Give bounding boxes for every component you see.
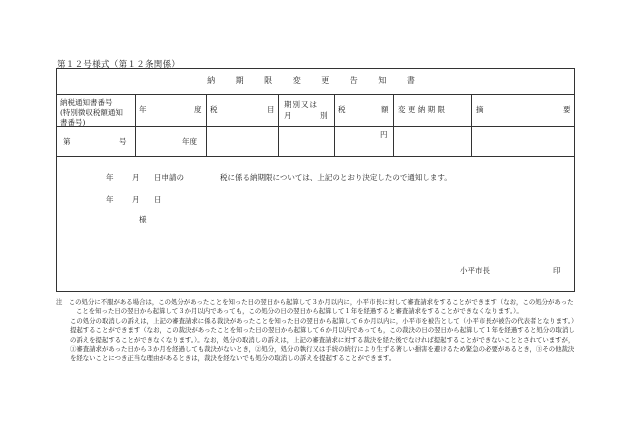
header-amount-prefix: 税 bbox=[338, 105, 346, 114]
addressee-honorific: 様 bbox=[139, 215, 147, 224]
row-divider bbox=[57, 156, 574, 157]
notice-year: 年 bbox=[106, 195, 114, 204]
header-period-top: 期別又は bbox=[284, 100, 318, 109]
col-divider bbox=[206, 94, 207, 156]
document-title: 納 期 限 変 更 告 知 書 bbox=[207, 76, 424, 85]
note-paragraph-1: 注 この処分に不服がある場合は，この処分があったことを知った日の翌日から起算して３か月以内に，小平市長に対して審査請求をすることができます（なお，この処分があったことを知った日の翌日から起算して３か月以内であっても，この処分の日の翌日から起算して１年を経過すると審査請求をすることができなくなります。）。 bbox=[56, 298, 574, 316]
note-paragraph-2: この処分の取消しの訴えは，上記の審査請求に係る裁決があったことを知った日の翌日から起算して６か月以内に，小平市を被告として（小平市長が被告の代表者となります。）提起することができます（なお，この裁決があったことを知った日の翌日から起算して６か月以内であっても，この裁決の日の翌日から起算して１年を経過すると処分の取消しの訴えを提起することができなくなります。）。なお，処分の取消しの訴えは，上記の審査請求に対する裁決を経た後でなければ提起することができないこととされていますが，①審査請求があった日から３か月を経過しても裁決がないとき，②処分，処分の執行又は手続の続行により生ずる著しい損害を避けるため緊急の必要があるとき，③その他裁決を経ないことにつき正当な理由があるときは，裁決を経ないでも処分の取消しの訴えを提起することができます。 bbox=[70, 316, 575, 363]
row-number-prefix: 第 bbox=[63, 137, 71, 146]
col-divider bbox=[278, 94, 279, 156]
notice-form-frame bbox=[56, 68, 575, 292]
header-period-by: 別 bbox=[320, 111, 328, 120]
col-divider bbox=[393, 94, 394, 156]
col-divider bbox=[135, 94, 136, 156]
header-fiscal-year-suffix: 度 bbox=[194, 105, 202, 114]
header-tax-item-suffix: 目 bbox=[267, 105, 275, 114]
header-fiscal-year-label: 年 bbox=[139, 105, 147, 114]
col-divider bbox=[334, 94, 335, 156]
notice-month: 月 bbox=[132, 195, 140, 204]
row-amount-unit: 円 bbox=[380, 130, 388, 139]
header-amount-suffix: 額 bbox=[381, 105, 389, 114]
header-tax-item-prefix: 税 bbox=[210, 105, 218, 114]
header-notice-number: 納税通知書番号 (特別徴収税額通知 書番号) bbox=[60, 98, 123, 127]
header-remarks-prefix: 摘 bbox=[476, 105, 484, 114]
legal-notes bbox=[56, 298, 576, 364]
header-changed-deadline: 変 更 納 期 限 bbox=[398, 105, 446, 114]
row-fiscal-year: 年度 bbox=[182, 137, 197, 146]
application-month: 月 bbox=[132, 173, 140, 182]
row-number-suffix: 号 bbox=[119, 137, 127, 146]
notice-day: 日 bbox=[154, 195, 162, 204]
issuer-name: 小平市長 bbox=[460, 266, 490, 275]
note-label: 注 bbox=[56, 298, 63, 306]
header-remarks-suffix: 要 bbox=[563, 105, 571, 114]
form-number-label: 第１２号様式（第１２条関係） bbox=[57, 60, 181, 70]
header-period-month: 月 bbox=[284, 111, 292, 120]
application-year: 年 bbox=[106, 173, 114, 182]
seal-mark: 印 bbox=[553, 266, 561, 275]
col-divider bbox=[471, 94, 472, 156]
decision-text: 税に係る納期限については、上記のとおり決定したので通知します。 bbox=[220, 173, 452, 182]
application-day: 日申請の bbox=[154, 173, 184, 182]
